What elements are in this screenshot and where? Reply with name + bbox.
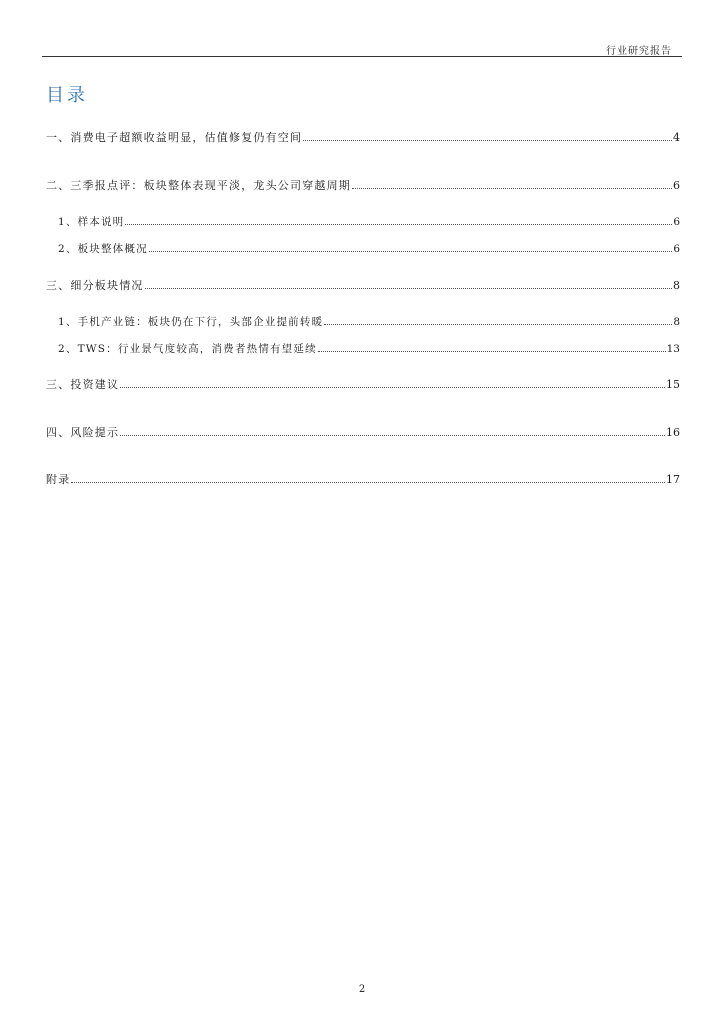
- toc-dot-leader: [149, 251, 673, 252]
- toc-entry-page: 6: [673, 179, 680, 192]
- toc-entry-3[interactable]: [46, 279, 680, 293]
- toc-entry-page: 4: [673, 131, 680, 144]
- toc-entry-text: 1、手机产业链：板块仍在下行，头部企业提前转暖: [58, 316, 324, 328]
- toc-entry-text: 二、三季报点评：板块整体表现平淡，龙头公司穿越周期: [46, 179, 351, 192]
- toc-entry-text: 1、样本说明: [58, 216, 125, 228]
- toc-entry-page: 8: [673, 316, 680, 328]
- toc-dot-leader: [145, 288, 672, 289]
- toc-entry-2-2[interactable]: [58, 242, 680, 256]
- toc-entry-text: 四、风险提示: [46, 426, 120, 439]
- toc-entry-3-1[interactable]: [58, 315, 680, 329]
- toc-entry-page: 8: [673, 279, 680, 292]
- toc-dot-leader: [324, 324, 672, 325]
- toc-dot-leader: [303, 140, 672, 141]
- toc-entry-page: 16: [666, 426, 680, 439]
- toc-dot-leader: [125, 224, 672, 225]
- toc-entry-page: 13: [666, 343, 680, 355]
- toc-entry-2-1[interactable]: [58, 215, 680, 229]
- toc-entry-page: 6: [673, 216, 680, 228]
- toc-entry-2[interactable]: [46, 179, 680, 193]
- toc-entry-page: 15: [666, 378, 680, 391]
- toc-dot-leader: [71, 482, 665, 483]
- toc-dot-leader: [352, 188, 672, 189]
- toc-dot-leader: [120, 435, 665, 436]
- page-number: 2: [358, 984, 366, 995]
- toc-entry-text: 2、TWS：行业景气度较高，消费者热情有望延续: [58, 343, 317, 355]
- toc-entry-text: 附录: [46, 473, 71, 486]
- toc-dot-leader: [318, 351, 666, 352]
- toc-entry-page: 17: [666, 473, 680, 486]
- toc-entry-3-2[interactable]: [58, 342, 680, 356]
- toc-title: 目录: [46, 85, 88, 106]
- toc-entry-page: 6: [673, 243, 680, 255]
- toc-entry-text: 三、投资建议: [46, 378, 120, 391]
- report-type-label: 行业研究报告: [606, 46, 672, 57]
- toc-dot-leader: [120, 387, 665, 388]
- header-divider: [42, 56, 682, 57]
- toc-entry-appendix[interactable]: [46, 473, 680, 487]
- toc-entry-text: 三、细分板块情况: [46, 279, 144, 292]
- toc-entry-text: 一、消费电子超额收益明显，估值修复仍有空间: [46, 131, 303, 144]
- toc-entry-5[interactable]: [46, 426, 680, 440]
- toc-entry-1[interactable]: [46, 131, 680, 145]
- toc-entry-4[interactable]: [46, 378, 680, 392]
- toc-entry-text: 2、板块整体概况: [58, 243, 148, 255]
